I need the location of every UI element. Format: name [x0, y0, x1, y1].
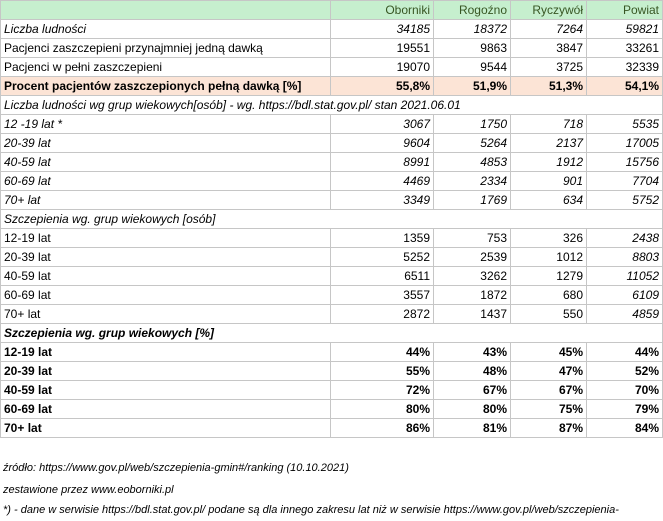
row-label[interactable]: 60-69 lat [1, 286, 331, 305]
cell[interactable]: 1750 [434, 115, 511, 134]
cell[interactable]: 80% [434, 400, 511, 419]
cell[interactable]: 17005 [587, 134, 663, 153]
cell[interactable]: 86% [331, 419, 434, 438]
cell[interactable]: 550 [511, 305, 587, 324]
row-label[interactable]: 40-59 lat [1, 267, 331, 286]
row-label[interactable]: 12-19 lat [1, 229, 331, 248]
section-title-population [1, 96, 663, 115]
cell[interactable]: 3557 [331, 286, 434, 305]
cell[interactable]: 87% [511, 419, 587, 438]
cell[interactable]: 79% [587, 400, 663, 419]
row-label[interactable]: 12 -19 lat * [1, 115, 331, 134]
cell[interactable]: 44% [331, 343, 434, 362]
cell[interactable]: 81% [434, 419, 511, 438]
cell[interactable]: 718 [511, 115, 587, 134]
cell[interactable]: 753 [434, 229, 511, 248]
row-label[interactable]: Liczba ludności [1, 20, 331, 39]
cell[interactable]: 1359 [331, 229, 434, 248]
cell[interactable]: 1012 [511, 248, 587, 267]
table-row [1, 343, 663, 362]
cell[interactable]: 2872 [331, 305, 434, 324]
cell[interactable]: 48% [434, 362, 511, 381]
row-label[interactable]: Pacjenci w pełni zaszczepieni [1, 58, 331, 77]
row-label[interactable]: 12-19 lat [1, 343, 331, 362]
cell[interactable]: 2334 [434, 172, 511, 191]
cell[interactable]: 51,9% [434, 77, 511, 96]
cell[interactable]: 1437 [434, 305, 511, 324]
row-label[interactable]: 40-59 lat [1, 381, 331, 400]
table-row [1, 115, 663, 134]
row-label[interactable]: 70+ lat [1, 419, 331, 438]
cell[interactable]: 6511 [331, 267, 434, 286]
cell[interactable]: 1872 [434, 286, 511, 305]
table-row [1, 153, 663, 172]
table-row [1, 381, 663, 400]
compiled-note: zestawione przez www.eoborniki.pl [3, 484, 174, 496]
col-header-oborniki[interactable]: Oborniki [331, 1, 434, 20]
row-label[interactable]: Pacjenci zaszczepieni przynajmniej jedną dawką [1, 39, 331, 58]
cell[interactable]: 9604 [331, 134, 434, 153]
summary-row-population [1, 20, 663, 39]
section-title[interactable]: Szczepienia wg. grup wiekowych [%] [1, 324, 663, 343]
cell[interactable]: 19551 [331, 39, 434, 58]
table-row [1, 172, 663, 191]
row-label[interactable]: 20-39 lat [1, 134, 331, 153]
cell[interactable]: 901 [511, 172, 587, 191]
cell[interactable]: 2539 [434, 248, 511, 267]
cell[interactable]: 34185 [331, 20, 434, 39]
cell[interactable]: 55% [331, 362, 434, 381]
row-label[interactable]: 60-69 lat [1, 400, 331, 419]
cell[interactable]: 11052 [587, 267, 663, 286]
cell[interactable]: 3067 [331, 115, 434, 134]
cell[interactable]: 2438 [587, 229, 663, 248]
cell[interactable]: 47% [511, 362, 587, 381]
cell[interactable]: 3847 [511, 39, 587, 58]
cell[interactable]: 9863 [434, 39, 511, 58]
cell[interactable]: 8803 [587, 248, 663, 267]
cell[interactable]: 55,8% [331, 77, 434, 96]
cell[interactable]: 3262 [434, 267, 511, 286]
table-row [1, 134, 663, 153]
cell[interactable]: 634 [511, 191, 587, 210]
cell[interactable]: 7704 [587, 172, 663, 191]
cell[interactable]: 52% [587, 362, 663, 381]
table-row [1, 400, 663, 419]
cell[interactable]: 54,1% [587, 77, 663, 96]
cell[interactable]: 680 [511, 286, 587, 305]
cell[interactable]: 51,3% [511, 77, 587, 96]
cell[interactable]: 1769 [434, 191, 511, 210]
cell[interactable]: 3349 [331, 191, 434, 210]
table-row [1, 248, 663, 267]
section-title[interactable]: Szczepienia wg. grup wiekowych [osób] [1, 210, 663, 229]
cell[interactable]: 9544 [434, 58, 511, 77]
row-label[interactable]: 60-69 lat [1, 172, 331, 191]
cell[interactable]: 4853 [434, 153, 511, 172]
table-row [1, 305, 663, 324]
cell[interactable]: 84% [587, 419, 663, 438]
row-label[interactable]: 40-59 lat [1, 153, 331, 172]
cell[interactable]: 67% [511, 381, 587, 400]
source-note: źródło: https://www.gov.pl/web/szczepienia-gmin#/ranking (10.10.2021) [3, 462, 349, 474]
header-blank[interactable] [1, 1, 331, 20]
cell[interactable]: 4469 [331, 172, 434, 191]
header-row [1, 1, 663, 20]
notes [3, 462, 663, 521]
cell[interactable]: 59821 [587, 20, 663, 39]
percent-full-row [1, 77, 663, 96]
cell[interactable]: 72% [331, 381, 434, 400]
footnote: *) - dane w serwisie https://bdl.stat.gov.pl/ podane są dla innego zakresu lat niż w serwisie https://www.gov.pl/web/szczepienia- [3, 504, 619, 516]
cell[interactable]: 80% [331, 400, 434, 419]
cell[interactable]: 43% [434, 343, 511, 362]
section-title[interactable]: Liczba ludności wg grup wiekowych[osób] - wg. https://bdl.stat.gov.pl/ stan 2021.06.01 [1, 96, 663, 115]
row-label[interactable]: 20-39 lat [1, 248, 331, 267]
cell[interactable]: 33261 [587, 39, 663, 58]
cell[interactable]: 3725 [511, 58, 587, 77]
table-row [1, 286, 663, 305]
cell[interactable]: 1912 [511, 153, 587, 172]
row-label[interactable]: 70+ lat [1, 305, 331, 324]
table-row [1, 191, 663, 210]
cell[interactable]: 44% [587, 343, 663, 362]
cell[interactable]: 5252 [331, 248, 434, 267]
cell[interactable]: 2137 [511, 134, 587, 153]
col-header-ryczywol[interactable]: Ryczywół [511, 1, 587, 20]
summary-row-one-dose [1, 39, 663, 58]
cell[interactable]: 70% [587, 381, 663, 400]
cell[interactable]: 15756 [587, 153, 663, 172]
row-label[interactable]: Procent pacjentów zaszczepionych pełną dawką [%] [1, 77, 331, 96]
table-row [1, 362, 663, 381]
cell[interactable]: 8991 [331, 153, 434, 172]
cell[interactable]: 326 [511, 229, 587, 248]
col-header-rogozno[interactable]: Rogoźno [434, 1, 511, 20]
col-header-powiat[interactable]: Powiat [587, 1, 663, 20]
cell[interactable]: 67% [434, 381, 511, 400]
cell[interactable]: 4859 [587, 305, 663, 324]
section-title-vaccination [1, 210, 663, 229]
section-title-percent [1, 324, 663, 343]
cell[interactable]: 5752 [587, 191, 663, 210]
cell[interactable]: 5535 [587, 115, 663, 134]
cell[interactable]: 1279 [511, 267, 587, 286]
summary-row-full [1, 58, 663, 77]
cell[interactable]: 45% [511, 343, 587, 362]
cell[interactable]: 32339 [587, 58, 663, 77]
cell[interactable]: 5264 [434, 134, 511, 153]
cell[interactable]: 18372 [434, 20, 511, 39]
cell[interactable]: 19070 [331, 58, 434, 77]
cell[interactable]: 75% [511, 400, 587, 419]
row-label[interactable]: 70+ lat [1, 191, 331, 210]
table-row [1, 267, 663, 286]
table-row [1, 229, 663, 248]
cell[interactable]: 6109 [587, 286, 663, 305]
table-row [1, 419, 663, 438]
row-label[interactable]: 20-39 lat [1, 362, 331, 381]
cell[interactable]: 7264 [511, 20, 587, 39]
